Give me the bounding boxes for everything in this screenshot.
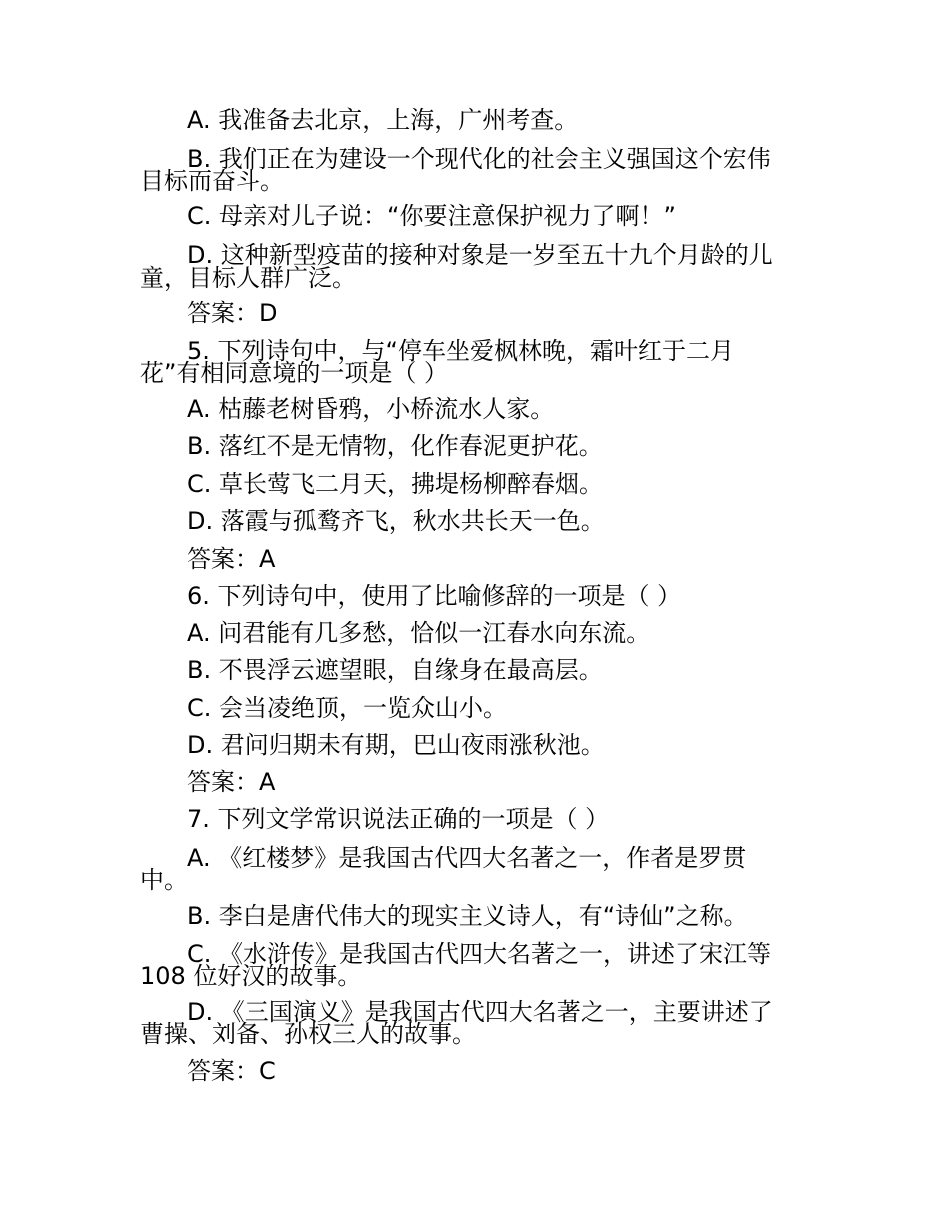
q4-answer: 答案：D [187,299,278,327]
q5-option-d: D. 落霞与孤鹜齐飞，秋水共长天一色。 [187,507,605,535]
q5-option-b: B. 落红不是无情物，化作春泥更护花。 [187,432,603,460]
q4-option-b-line1: B. 我们正在为建设一个现代化的社会主义强国这个宏伟 [187,145,771,173]
q4-option-d-line2: 童，目标人群广泛。 [140,264,356,292]
q6-answer: 答案：A [187,768,276,796]
q5-option-a: A. 枯藤老树昏鸦，小桥流水人家。 [187,395,555,423]
q7-option-a-line2: 中。 [140,866,188,894]
q7-answer: 答案：C [187,1057,276,1085]
q5-question-line2: 花”有相同意境的一项是（ ） [140,359,449,387]
q4-option-a: A. 我准备去北京，上海，广州考查。 [187,106,579,134]
q7-option-d-line1: D. 《三国演义》是我国古代四大名著之一，主要讲述了 [187,998,773,1026]
q7-question: 7. 下列文学常识说法正确的一项是（ ） [187,805,610,833]
q6-option-c: C. 会当凌绝顶，一览众山小。 [187,694,508,722]
q7-option-d-line2: 曹操、刘备、孙权三人的故事。 [140,1020,476,1048]
q4-option-d-line1: D. 这种新型疫苗的接种对象是一岁至五十九个月龄的儿 [187,241,773,269]
q5-answer: 答案：A [187,545,276,573]
q6-option-d: D. 君问归期未有期，巴山夜雨涨秋池。 [187,731,605,759]
q5-question-line1: 5. 下列诗句中，与“停车坐爱枫林晚，霜叶红于二月 [187,337,734,365]
q7-option-c-line2: 108 位好汉的故事。 [140,962,362,990]
q7-option-c-line1: C. 《水浒传》是我国古代四大名著之一，讲述了宋江等 [187,940,772,968]
q6-option-a: A. 问君能有几多愁，恰似一江春水向东流。 [187,619,651,647]
q4-option-b-line2: 目标而奋斗。 [140,167,284,195]
q6-question: 6. 下列诗句中，使用了比喻修辞的一项是（ ） [187,582,682,610]
q7-option-a-line1: A. 《红楼梦》是我国古代四大名著之一，作者是罗贯 [187,844,747,872]
q7-option-b: B. 李白是唐代伟大的现实主义诗人，有“诗仙”之称。 [187,902,748,930]
q4-option-c: C. 母亲对儿子说：“你要注意保护视力了啊！” [187,202,676,230]
q6-option-b: B. 不畏浮云遮望眼，自缘身在最高层。 [187,656,603,684]
q5-option-c: C. 草长莺飞二月天，拂堤杨柳醉春烟。 [187,470,604,498]
